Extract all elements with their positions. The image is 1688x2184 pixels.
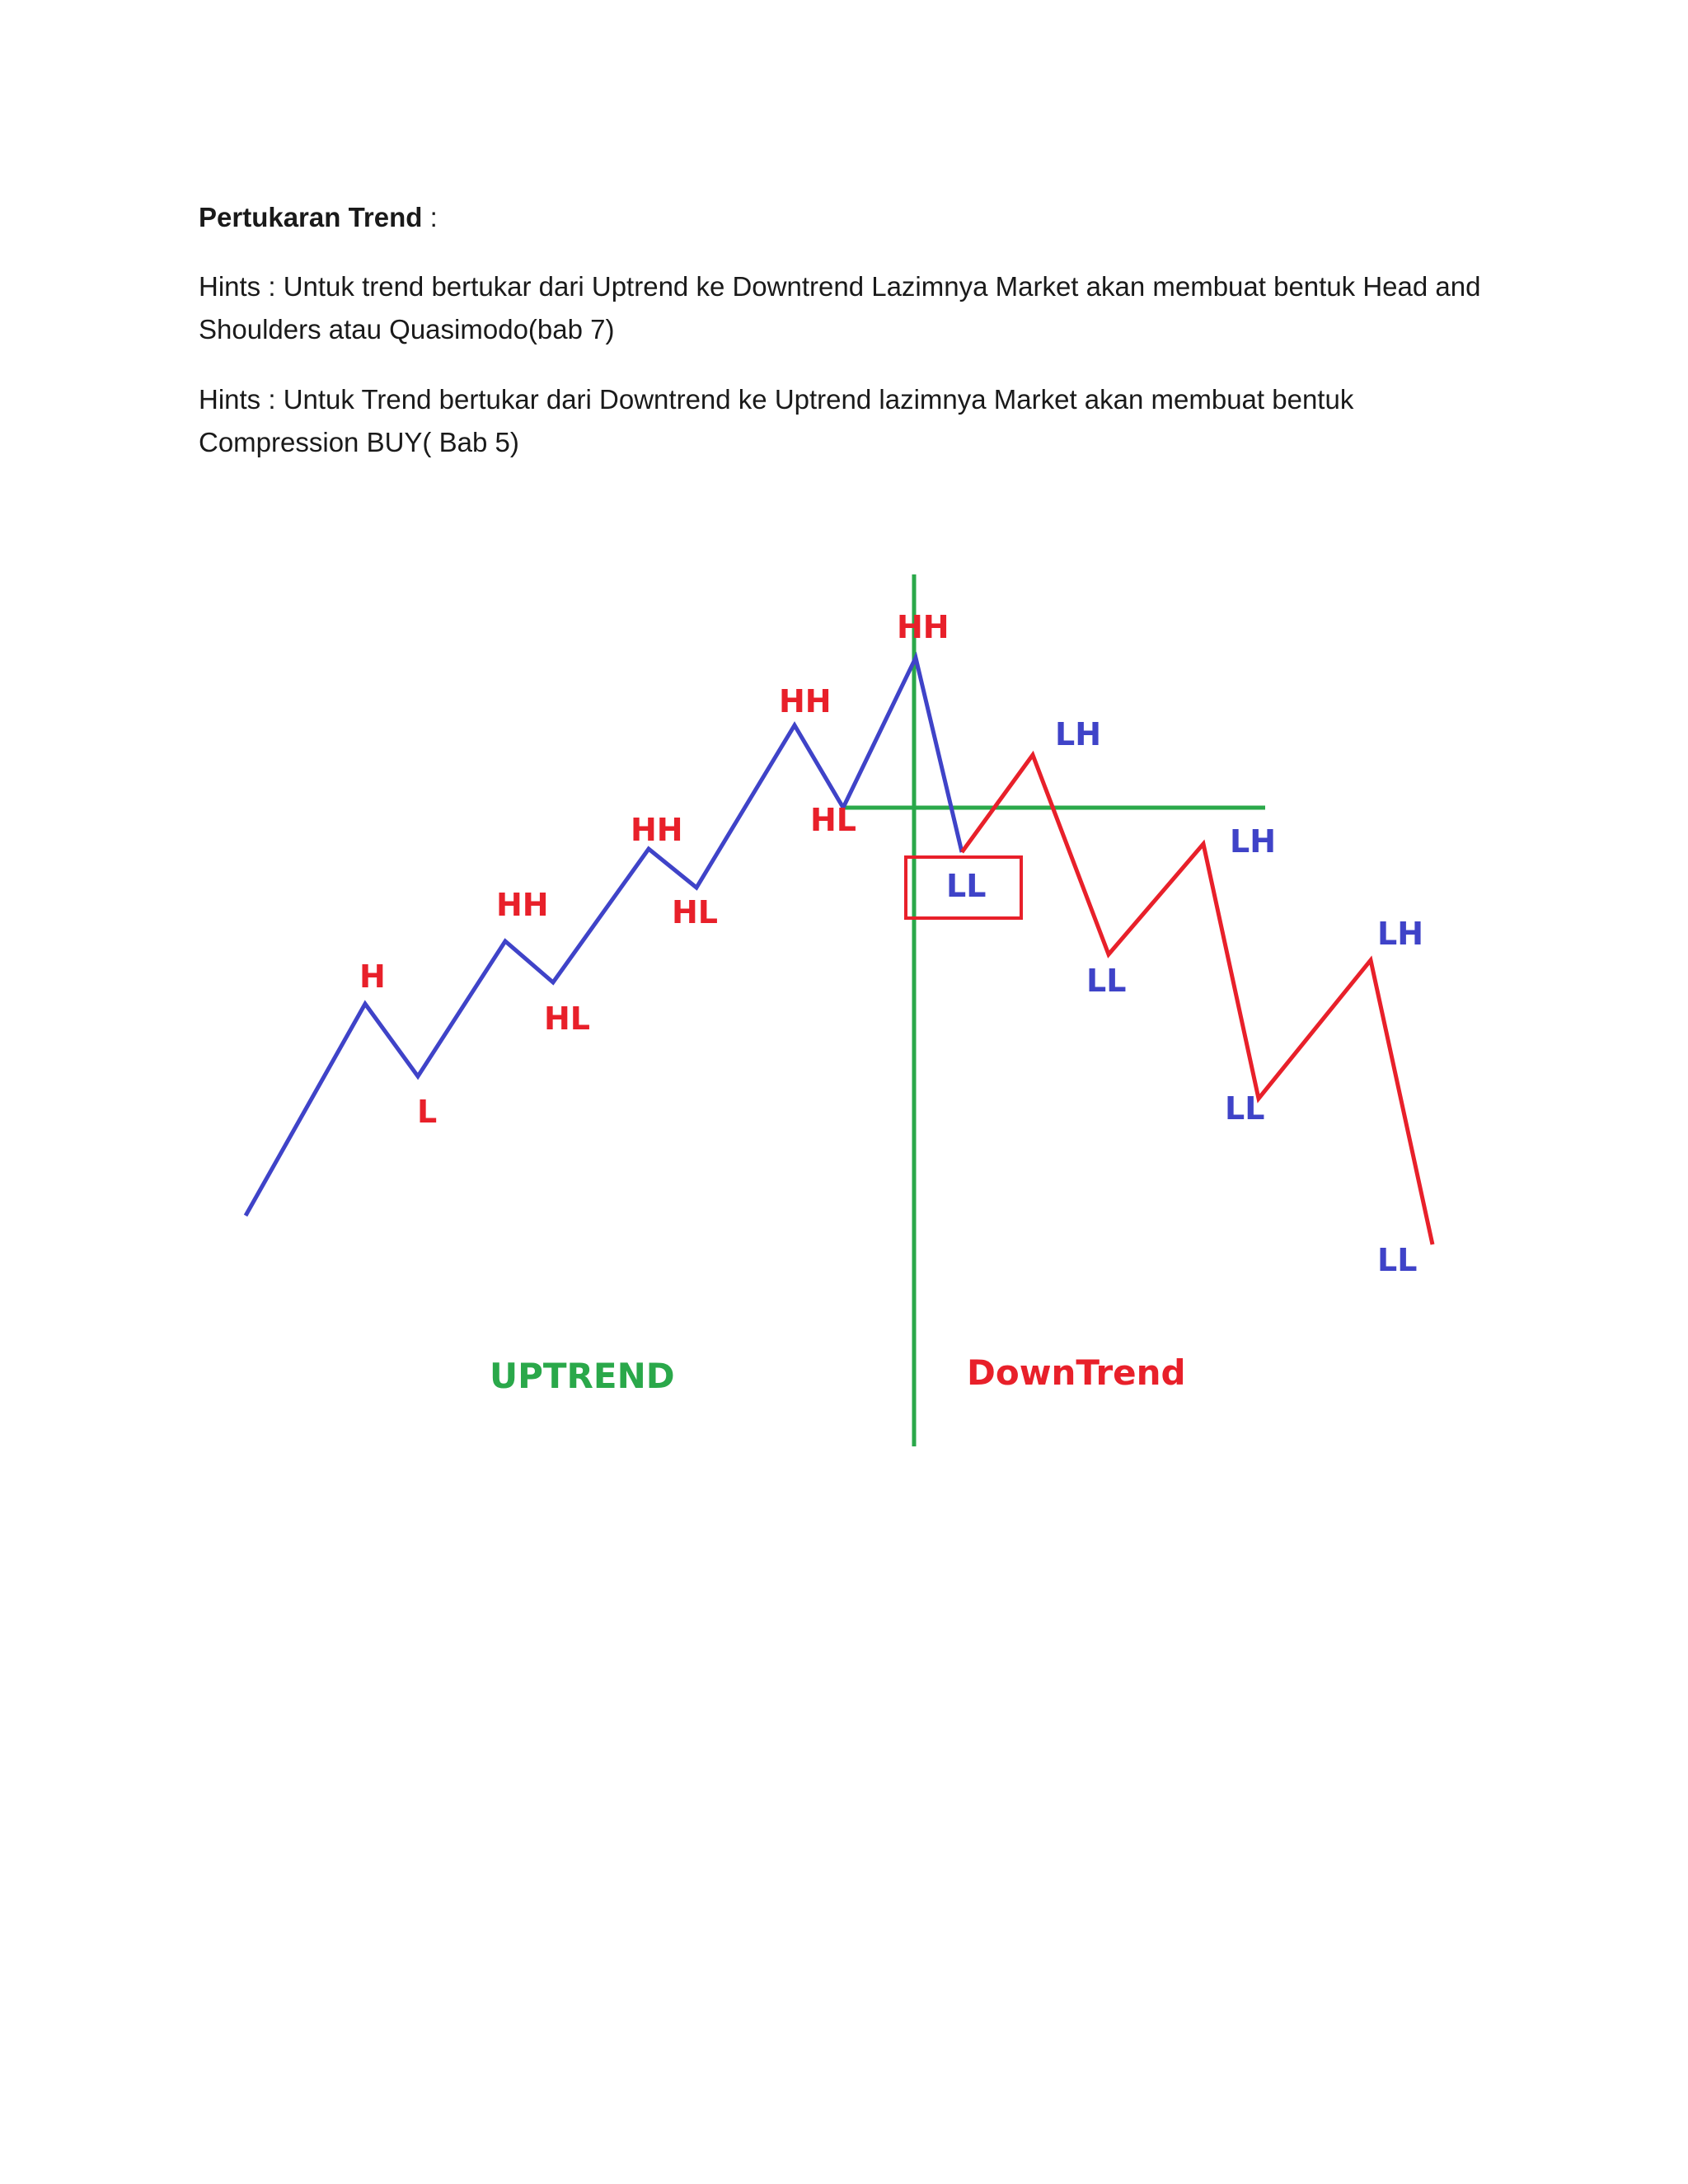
label-h: H xyxy=(359,958,386,995)
hint-paragraph-1: Hints : Untuk trend bertukar dari Uptrend ke Downtrend Lazimnya Market akan membuat bentuk Head and Shoulders atau Quasimodo(bab 7) xyxy=(199,271,1481,344)
label-ll-1: LL xyxy=(946,868,987,904)
label-lh-1: LH xyxy=(1055,716,1102,752)
downtrend-zigzag-line xyxy=(962,755,1432,1244)
label-hh-3: HH xyxy=(779,683,832,719)
downtrend-caption: DownTrend xyxy=(967,1352,1186,1393)
hint-paragraph-2: Hints : Untuk Trend bertukar dari Downtrend ke Uptrend lazimnya Market akan membuat bentuk Compression BUY( Bab 5) xyxy=(199,384,1354,457)
label-hl-1: HL xyxy=(544,1001,591,1037)
label-hh-4: HH xyxy=(897,609,950,645)
label-lh-3: LH xyxy=(1377,916,1424,952)
uptrend-caption: UPTREND xyxy=(490,1356,675,1396)
label-ll-3: LL xyxy=(1225,1090,1265,1127)
label-hl-2: HL xyxy=(672,894,719,930)
label-hh-2: HH xyxy=(631,812,683,848)
uptrend-zigzag-line xyxy=(246,658,962,1216)
label-hl-3: HL xyxy=(810,802,857,838)
heading-colon: : xyxy=(422,202,438,232)
label-ll-4: LL xyxy=(1377,1242,1418,1278)
label-hh-1: HH xyxy=(496,887,549,923)
label-lh-2: LH xyxy=(1230,823,1277,860)
label-l: L xyxy=(417,1094,438,1130)
label-ll-2: LL xyxy=(1086,963,1127,999)
heading-bold-text: Pertukaran Trend xyxy=(199,202,423,232)
